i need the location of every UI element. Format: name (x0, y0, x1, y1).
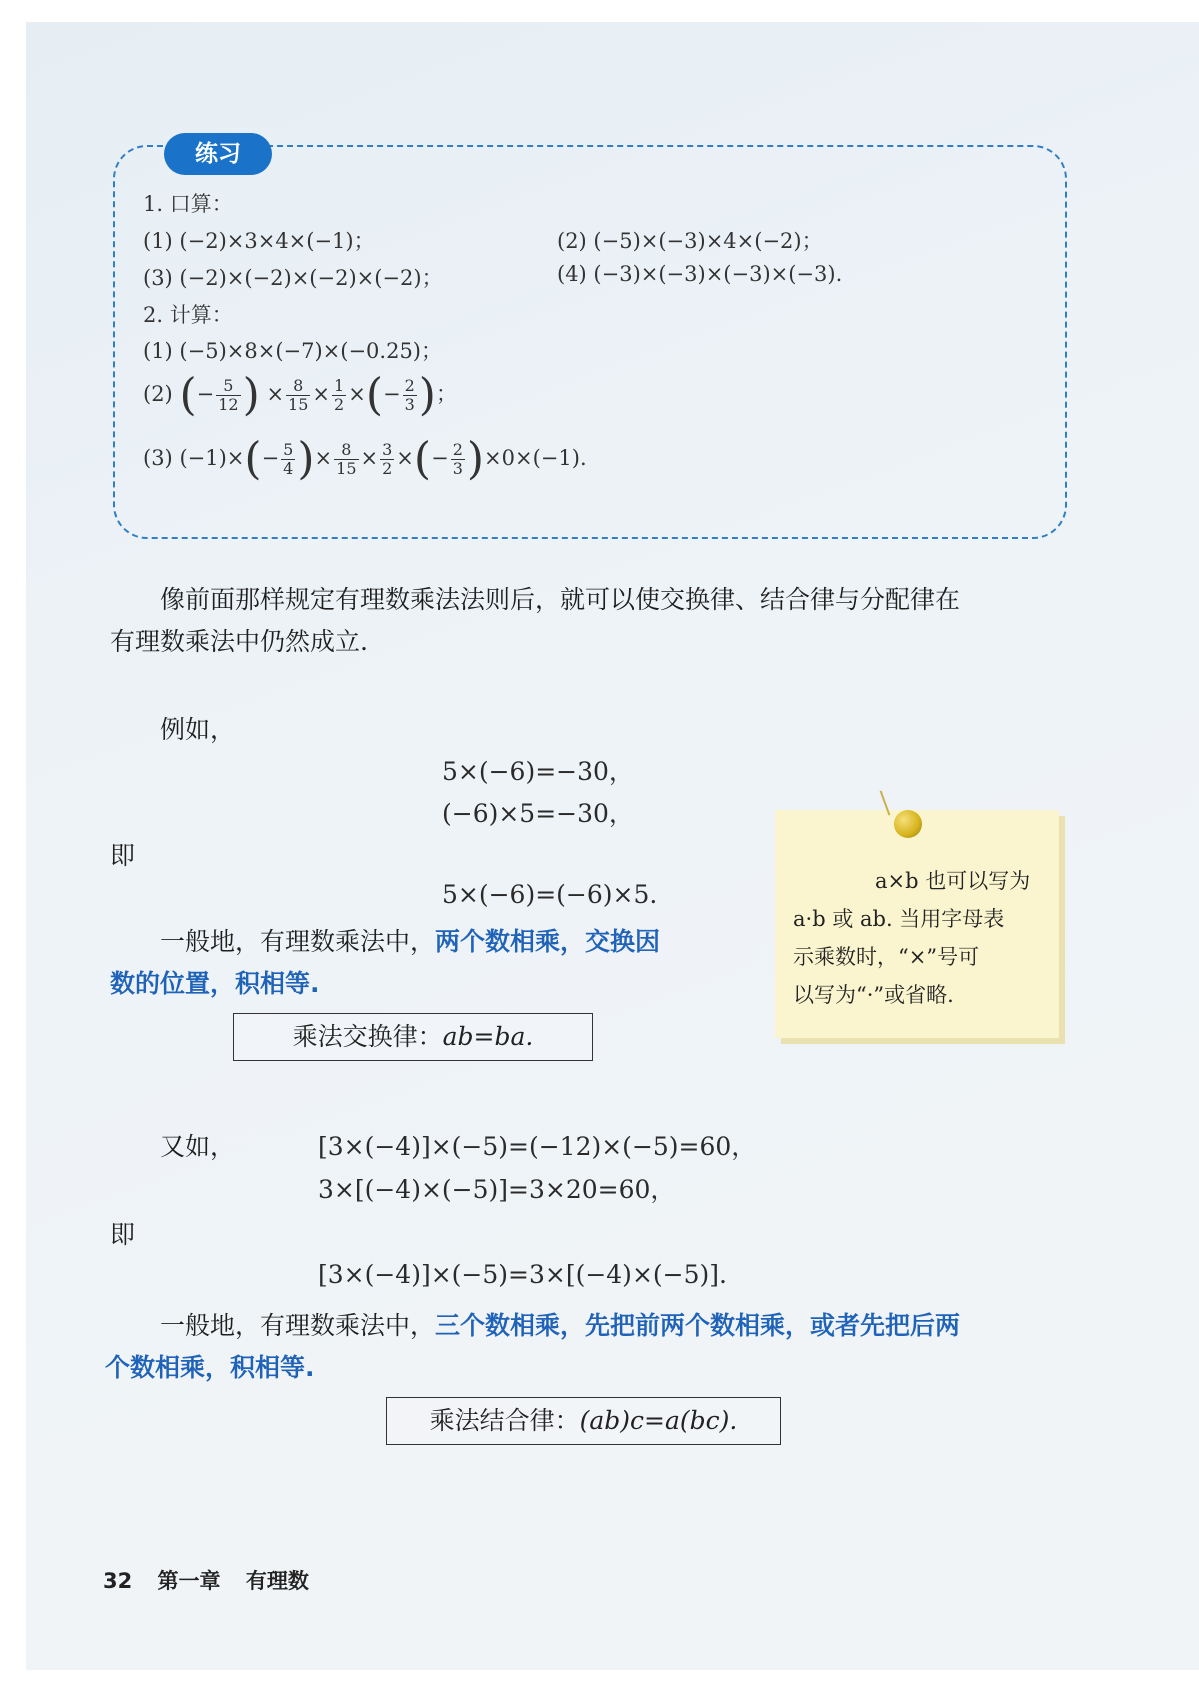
ji-label-2: 即 (110, 1220, 136, 1249)
chapter-title: 有理数 (245, 1569, 309, 1593)
times-sign: × (312, 382, 331, 406)
paragraph-3-highlight-1: 三个数相乘，先把前两个数相乘，或者先把后两 (435, 1311, 961, 1340)
frac-den: 12 (218, 395, 239, 414)
q1-item-3: (3) (−2)×(−2)×(−2)×(−2)； (143, 266, 443, 290)
frac-den: 3 (452, 459, 463, 478)
commutative-law-formula: ab=ba. (442, 1022, 534, 1051)
q1-item-1: (1) (−2)×3×4×(−1)； (143, 229, 375, 253)
paragraph-1-line-1: 像前面那样规定有理数乘法法则后，就可以使交换律、结合律与分配律在 (160, 585, 961, 614)
fraction-3-2 (380, 441, 394, 478)
times-sign: × (360, 446, 379, 470)
q2-item-3 (143, 432, 587, 484)
paragraph-3-prefix: 一般地，有理数乘法中， (160, 1311, 436, 1340)
equation-1: 5×(−6)=−30， (442, 757, 634, 786)
times-sign: × (396, 446, 414, 470)
equation-3: 5×(−6)=(−6)×5. (442, 880, 658, 909)
times-sign: × (348, 382, 366, 406)
left-paren: ( (244, 433, 262, 485)
fraction-1-2 (332, 377, 346, 414)
frac-num: 5 (283, 440, 294, 459)
left-paren: ( (365, 369, 383, 421)
pin-icon (894, 810, 922, 838)
fraction-5-12 (216, 377, 240, 414)
q1-item-2: (2) (−5)×(−3)×4×(−2)； (557, 229, 823, 253)
minus-sign: − (261, 446, 280, 470)
q2-title: 2. 计算： (143, 303, 233, 327)
q2-item-2 (143, 368, 457, 420)
associative-law-label: 乘法结合律： (429, 1406, 580, 1435)
note-line-1: a×b 也可以写为 (875, 869, 1031, 893)
times-sign: × (266, 382, 285, 406)
frac-num: 5 (216, 377, 240, 396)
right-paren: ) (466, 433, 485, 485)
page-number: 32 (103, 1569, 133, 1593)
q2-3-end: ×0×(−1). (484, 446, 587, 470)
ji-label-1: 即 (110, 841, 136, 870)
right-paren: ) (242, 369, 260, 421)
left-paren: ( (179, 369, 197, 421)
commutative-law-label: 乘法交换律： (292, 1022, 443, 1051)
minus-sign: − (196, 382, 215, 406)
right-paren: ) (297, 433, 315, 485)
again-label: 又如， (160, 1132, 236, 1161)
right-paren: ) (418, 369, 436, 421)
paragraph-3-highlight-2: 个数相乘，积相等. (105, 1353, 315, 1382)
frac-den: 2 (382, 459, 393, 478)
q1-item-4: (4) (−3)×(−3)×(−3)×(−3). (557, 262, 843, 286)
paragraph-1-line-2: 有理数乘法中仍然成立. (110, 627, 368, 656)
equation-2: (−6)×5=−30， (442, 799, 634, 828)
frac-den: 15 (288, 395, 309, 414)
equation-4: [3×(−4)]×(−5)=(−12)×(−5)=60， (318, 1132, 757, 1161)
fraction-8-15 (334, 441, 358, 478)
chapter-label: 第一章 (157, 1569, 221, 1593)
frac-num: 3 (382, 440, 393, 459)
note-line-3: 示乘数时，“×”号可 (793, 945, 980, 969)
frac-den: 2 (334, 395, 345, 414)
note-card (775, 810, 1059, 1038)
frac-num: 8 (286, 377, 310, 396)
frac-num: 8 (334, 441, 358, 460)
q2-item-1: (1) (−5)×8×(−7)×(−0.25)； (143, 339, 442, 363)
fraction-2-3 (451, 441, 465, 478)
page-footer (103, 1565, 309, 1595)
left-paren: ( (413, 433, 432, 485)
fraction-8-15 (286, 377, 310, 414)
example-label: 例如， (160, 715, 236, 744)
note-line-2: a·b 或 ab. 当用字母表 (793, 907, 1005, 931)
minus-sign: − (431, 446, 449, 470)
note-line-4: 以写为“·”或省略. (793, 983, 954, 1007)
q2-3-start: (−1)× (179, 446, 245, 470)
fraction-2-3 (403, 377, 417, 414)
frac-num: 2 (452, 440, 463, 459)
equation-5: 3×[(−4)×(−5)]=3×20=60， (318, 1175, 676, 1204)
frac-num: 2 (404, 376, 415, 395)
exercise-badge: 练习 (164, 133, 272, 175)
associative-law-box (386, 1397, 781, 1445)
frac-den: 15 (336, 459, 357, 478)
q2-2-label: (2) (143, 382, 173, 406)
paragraph-2-line-1 (160, 922, 660, 958)
paragraph-2-highlight-1: 两个数相乘，交换因 (435, 927, 661, 956)
q1-title: 1. 口算： (143, 192, 233, 216)
frac-den: 4 (283, 459, 294, 478)
semicolon: ； (435, 382, 457, 406)
associative-law-formula: (ab)c=a(bc). (579, 1406, 738, 1435)
paragraph-3-line-1 (160, 1306, 960, 1342)
minus-sign: − (382, 382, 401, 406)
equation-6: [3×(−4)]×(−5)=3×[(−4)×(−5)]. (318, 1260, 727, 1289)
times-sign: × (314, 446, 333, 470)
note-text (793, 862, 1030, 1014)
fraction-5-4 (281, 441, 295, 478)
paragraph-2-highlight-2: 数的位置，积相等. (110, 969, 320, 998)
commutative-law-box (233, 1013, 593, 1061)
q2-3-label: (3) (143, 446, 173, 470)
frac-den: 3 (404, 395, 415, 414)
paragraph-2-prefix: 一般地，有理数乘法中， (160, 927, 436, 956)
frac-num: 1 (334, 376, 345, 395)
